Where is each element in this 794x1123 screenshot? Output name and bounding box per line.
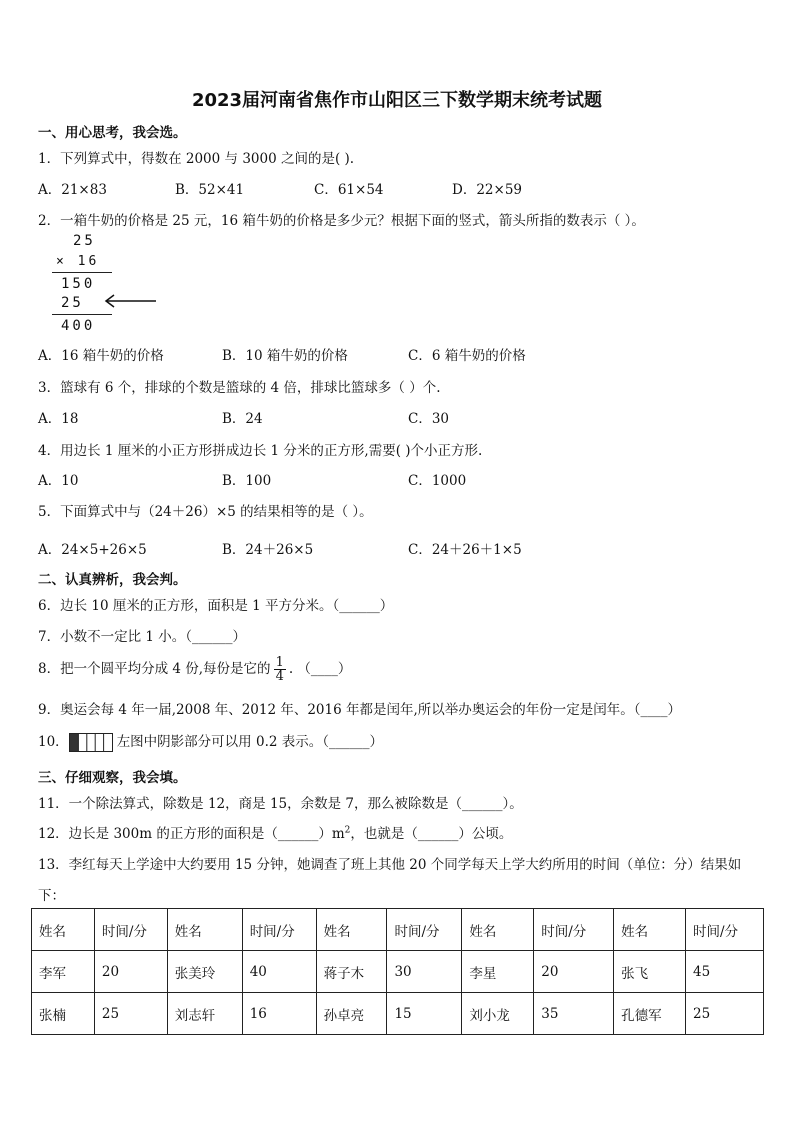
question-4-text: 4．用边长 1 厘米的小正方形拼成边长 1 分米的正方形,需要( )个小正方形. xyxy=(38,443,483,459)
question-7-text: 7．小数不一定比 1 小。（______） xyxy=(38,629,247,645)
q4-option-c[interactable]: C．1000 xyxy=(408,473,467,489)
q1-option-d[interactable]: D．22×59 xyxy=(452,182,522,198)
vertical-rule-1 xyxy=(52,272,112,273)
table-header-row xyxy=(32,909,764,951)
question-10 xyxy=(38,732,383,752)
table-cell: 蒋子木 xyxy=(316,951,387,993)
table-row xyxy=(32,951,764,993)
square-superscript: 2 xyxy=(344,825,351,836)
table-cell: 李星 xyxy=(462,951,534,993)
vertical-multiplicand: 25 xyxy=(73,233,96,249)
q2-option-c[interactable]: C．6 箱牛奶的价格 xyxy=(408,348,526,364)
section-heading-2: 二、认真辨析，我会判。 xyxy=(38,572,187,588)
table-header-cell: 姓名 xyxy=(316,909,387,951)
commute-time-table xyxy=(31,908,764,1035)
table-cell: 20 xyxy=(534,951,614,993)
fraction-numerator: 1 xyxy=(275,655,284,670)
table-header-cell: 时间/分 xyxy=(94,909,167,951)
fraction-one-quarter xyxy=(274,656,286,683)
question-12 xyxy=(38,822,512,842)
question-3-text: 3．篮球有 6 个，排球的个数是篮球的 4 倍，排球比篮球多（ ）个. xyxy=(38,380,441,396)
question-8 xyxy=(38,652,351,686)
q3-option-c[interactable]: C．30 xyxy=(408,411,450,427)
table-row xyxy=(32,993,764,1035)
table-cell: 张飞 xyxy=(614,951,686,993)
q4-option-a[interactable]: A．10 xyxy=(38,473,79,489)
page-title: 2023届河南省焦作市山阳区三下数学期末统考试题 xyxy=(191,90,603,111)
table-cell: 张楠 xyxy=(32,993,95,1035)
question-6-text: 6．边长 10 厘米的正方形，面积是 1 平方分米。（______） xyxy=(38,598,394,614)
q1-option-a[interactable]: A．21×83 xyxy=(38,182,107,198)
shaded-strip-figure xyxy=(69,733,113,752)
q5-option-c[interactable]: C．24＋26＋1×5 xyxy=(408,542,522,558)
table-cell: 45 xyxy=(686,951,764,993)
section-heading-3: 三、仔细观察，我会填。 xyxy=(38,770,187,786)
table-header-cell: 时间/分 xyxy=(686,909,764,951)
vertical-multiplier: × 16 xyxy=(56,254,100,269)
q3-option-a[interactable]: A．18 xyxy=(38,411,79,427)
arrow-icon xyxy=(102,294,158,308)
question-1-text: 1．下列算式中，得数在 2000 与 3000 之间的是( ). xyxy=(38,151,355,167)
question-13-text-cont: 下： xyxy=(38,888,65,904)
table-cell: 25 xyxy=(94,993,167,1035)
table-header-cell: 姓名 xyxy=(167,909,242,951)
vertical-partial-2: 25 xyxy=(61,295,84,311)
table-cell: 16 xyxy=(242,993,316,1035)
table-cell: 刘志轩 xyxy=(167,993,242,1035)
q3-option-b[interactable]: B．24 xyxy=(222,411,263,427)
table-header-cell: 时间/分 xyxy=(242,909,316,951)
fraction-denominator: 4 xyxy=(275,669,284,684)
table-header-cell: 姓名 xyxy=(614,909,686,951)
table-cell: 15 xyxy=(387,993,462,1035)
table-cell: 张美玲 xyxy=(167,951,242,993)
table-cell: 35 xyxy=(534,993,614,1035)
table-cell: 20 xyxy=(94,951,167,993)
shaded-portion xyxy=(70,734,78,751)
question-11-text: 11．一个除法算式，除数是 12，商是 15，余数是 7，那么被除数是（______）。 xyxy=(38,796,523,812)
table-cell: 30 xyxy=(387,951,462,993)
table-cell: 25 xyxy=(686,993,764,1035)
q4-option-b[interactable]: B．100 xyxy=(222,473,272,489)
question-8-text: 8．把一个圆平均分成 4 份,每份是它的 xyxy=(38,661,271,677)
section-heading-1: 一、用心思考，我会选。 xyxy=(38,125,187,141)
table-cell: 李军 xyxy=(32,951,95,993)
question-10-number: 10． xyxy=(38,734,69,750)
vertical-rule-2 xyxy=(52,314,112,315)
table-header-cell: 姓名 xyxy=(462,909,534,951)
question-12-text: 12．边长是 300m 的正方形的面积是（______）m xyxy=(38,826,345,842)
vertical-product: 400 xyxy=(61,318,96,334)
table-cell: 孔德军 xyxy=(614,993,686,1035)
question-5-text: 5．下面算式中与（24＋26）×5 的结果相等的是（ ）。 xyxy=(38,504,373,520)
q2-option-b[interactable]: B．10 箱牛奶的价格 xyxy=(222,348,348,364)
question-9-text: 9．奥运会每 4 年一届,2008 年、2012 年、2016 年都是闰年,所以举办奥运会的年份一定是闰年。（____） xyxy=(38,702,682,718)
question-13-text: 13．李红每天上学途中大约要用 15 分钟，她调查了班上其他 20 个同学每天上学大约所用的时间（单位：分）结果如 xyxy=(38,857,742,873)
q5-option-a[interactable]: A．24×5+26×5 xyxy=(38,542,147,558)
q1-option-b[interactable]: B．52×41 xyxy=(175,182,245,198)
q1-option-c[interactable]: C．61×54 xyxy=(314,182,384,198)
table-header-cell: 姓名 xyxy=(32,909,95,951)
q5-option-b[interactable]: B．24＋26×5 xyxy=(222,542,314,558)
question-10-text: 左图中阴影部分可以用 0.2 表示。（______） xyxy=(116,734,383,750)
question-2-text: 2．一箱牛奶的价格是 25 元，16 箱牛奶的价格是多少元？根据下面的竖式，箭头所指的数表示（ ）。 xyxy=(38,213,645,229)
table-cell: 40 xyxy=(242,951,316,993)
question-8-answer-blank: . （____） xyxy=(288,661,352,677)
q2-option-a[interactable]: A．16 箱牛奶的价格 xyxy=(38,348,164,364)
table-header-cell: 时间/分 xyxy=(387,909,462,951)
table-cell: 孙卓亮 xyxy=(316,993,387,1035)
table-header-cell: 时间/分 xyxy=(534,909,614,951)
vertical-partial-1: 150 xyxy=(61,276,96,292)
question-12-text-end: ，也就是（______）公顷。 xyxy=(350,826,513,842)
table-cell: 刘小龙 xyxy=(462,993,534,1035)
